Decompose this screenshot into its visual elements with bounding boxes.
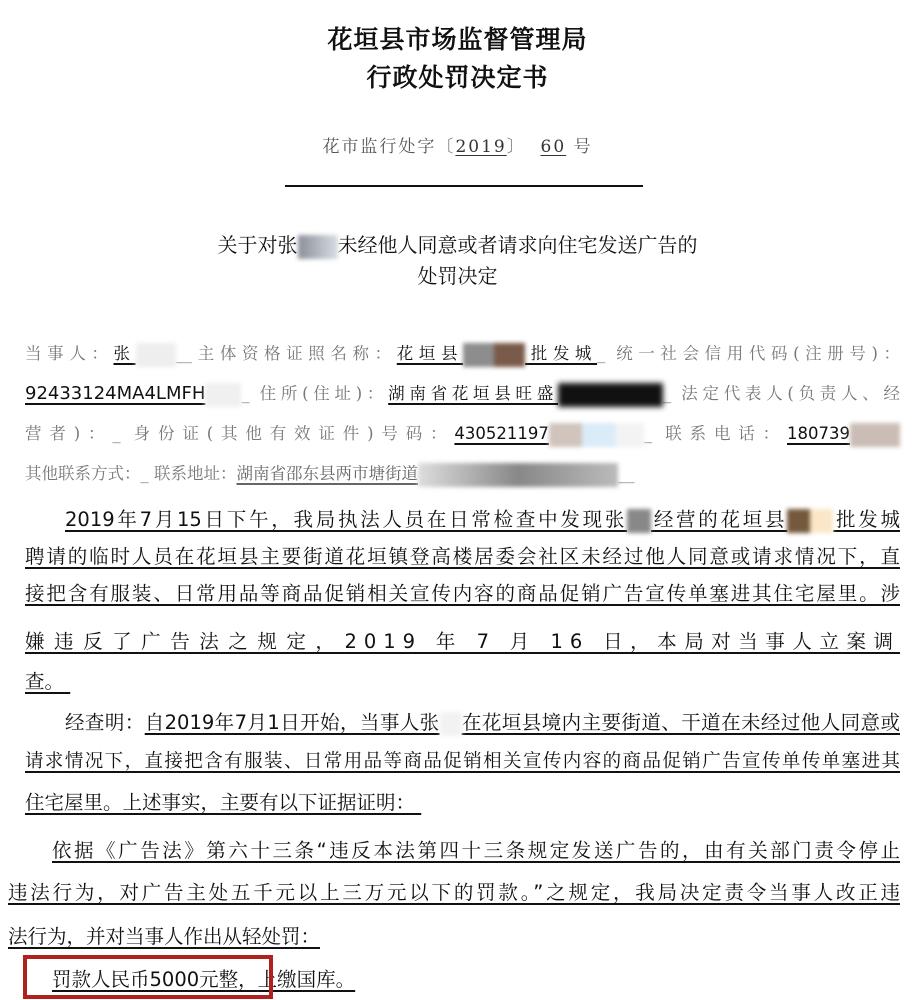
para-text: 经营的花垣县 xyxy=(651,508,788,531)
penalty-text: 上缴国库。 xyxy=(257,968,356,991)
para-text: 2019年7月15日下午，我局执法人员在日常检查中发现张 xyxy=(65,508,628,531)
divider-line xyxy=(285,185,643,187)
business-name: 批发城 xyxy=(525,344,598,363)
party-line-2: 92433124MA4LMFH _ 住所(住址)：湖南省花垣县旺盛 _ 法定代表人(负责人、经 xyxy=(25,380,900,407)
subject-text: 未经他人同意或者请求向住宅发送广告的 xyxy=(337,233,698,257)
para-text: 请求情况下，直接把含有服装、日常用品等商品促销相关宣传内容的商品促销广告宣传单传单塞进其 xyxy=(25,751,900,772)
party-line-4: 其他联系方式：_ 联系地址：湖南省邵东县两市塘街道 __ xyxy=(25,460,900,487)
party-line-3: 营者)：_ 身份证(其他有效证件)号码：430521197 _ 联系电话：180739 xyxy=(25,420,900,447)
para1-line-1 xyxy=(65,504,900,533)
para2-line-2 xyxy=(25,747,900,773)
contact-address: 湖南省邵东县两市塘街道 xyxy=(236,464,418,483)
doc-number-suffix: 号 xyxy=(573,137,593,157)
para-text: 2019 年 7 月 16 日，本局对当事人立案调 xyxy=(344,630,900,653)
subject-line-1 xyxy=(0,229,915,259)
label: 联系电话： xyxy=(665,424,787,443)
para2-line-1 xyxy=(65,707,900,736)
business-name: 花垣县 xyxy=(396,344,464,363)
redacted-address xyxy=(418,463,618,487)
subject-text: 关于对张 xyxy=(217,233,298,257)
redacted-business xyxy=(787,509,833,533)
credit-code: 92433124MA4LMFH xyxy=(25,383,206,404)
redacted-name xyxy=(298,235,338,259)
redacted-address xyxy=(558,383,663,407)
blank-underline xyxy=(415,791,593,814)
redacted-name xyxy=(440,712,462,736)
para-text: 自2019年7月1日开始，当事人张 xyxy=(144,711,440,734)
doc-number-value: 60 xyxy=(540,137,567,157)
document-type-title: 行政处罚决定书 xyxy=(366,63,549,92)
redacted-phone xyxy=(850,423,900,447)
para-text: 法行为，并对当事人作出从轻处罚： xyxy=(8,925,321,948)
agency-title: 花垣县市场监督管理局 xyxy=(327,25,588,54)
redacted-name xyxy=(627,509,651,533)
para-text: 聘请的临时人员在花垣县主要街道花垣镇登高楼居委会社区未经过他人同意或请求情况下，直 xyxy=(25,545,900,568)
para3-line-1 xyxy=(52,835,900,863)
label: 统一社会信用代码(注册号)： xyxy=(616,344,901,363)
blank-underline xyxy=(64,670,379,693)
address: 湖南省花垣县旺盛 xyxy=(388,384,558,403)
para-text: 住宅屋里。上述事实，主要有以下证据证明： xyxy=(25,791,416,814)
id-number: 430521197 xyxy=(454,424,549,443)
para1-line-2 xyxy=(25,541,900,569)
redacted-id xyxy=(549,423,644,447)
label: 营者)：_ 身份证(其他有效证件)号码： xyxy=(25,424,455,443)
para-text: 嫌违反了广告法之规定， xyxy=(25,630,345,653)
party-name: 张 xyxy=(113,344,136,363)
redacted-business xyxy=(463,343,525,367)
label: 当事人： xyxy=(25,344,114,363)
para1-line-5 xyxy=(25,666,900,694)
para-text: 违法行为，对广告主处五千元以上三万元以下的罚款。”之规定，我局决定责令当事人改正违 xyxy=(8,881,900,904)
fine-amount: 罚款人民币5000元整， xyxy=(52,968,258,991)
doc-number-year: 2019 xyxy=(455,137,507,157)
redacted-code xyxy=(205,383,241,407)
label: 经查明： xyxy=(65,711,145,734)
para-text: 批发城 xyxy=(833,508,900,531)
redacted-name xyxy=(136,343,176,367)
para-text: 在花垣县境内主要街道、干道在未经过他人同意或 xyxy=(461,711,900,734)
party-line-1: 当事人：张 __主体资格证照名称：花垣县 批发城_ 统一社会信用代码(注册号)： xyxy=(25,340,900,367)
para3-line-3 xyxy=(8,921,883,949)
doc-number-prefix: 花市监行处字〔 xyxy=(322,137,456,157)
para3-line-2 xyxy=(8,877,900,905)
label: 住所(住址)： xyxy=(259,384,389,403)
label: 法定代表人(负责人、经 xyxy=(681,384,901,403)
para2-line-3 xyxy=(25,787,900,815)
phone-number: 180739 xyxy=(787,424,850,443)
fine-highlight-box xyxy=(23,955,273,999)
para-text: 查。 xyxy=(25,670,65,693)
para1-line-4 xyxy=(25,626,900,654)
doc-number-bracket: 〕 xyxy=(506,137,526,157)
para-text: 依据《广告法》第六十三条“违反本法第四十三条规定发送广告的，由有关部门责令停止 xyxy=(52,839,900,862)
para-text: 接把含有服装、日常用品等商品促销相关宣传内容的商品促销广告宣传单塞进其住宅屋里。涉 xyxy=(25,582,900,605)
label: 其他联系方式：_ 联系地址： xyxy=(25,464,237,483)
label: 主体资格证照名称： xyxy=(192,344,397,363)
para1-line-3 xyxy=(25,578,900,606)
document-number xyxy=(0,132,915,157)
subject-line-2: 处罚决定 xyxy=(417,264,498,288)
